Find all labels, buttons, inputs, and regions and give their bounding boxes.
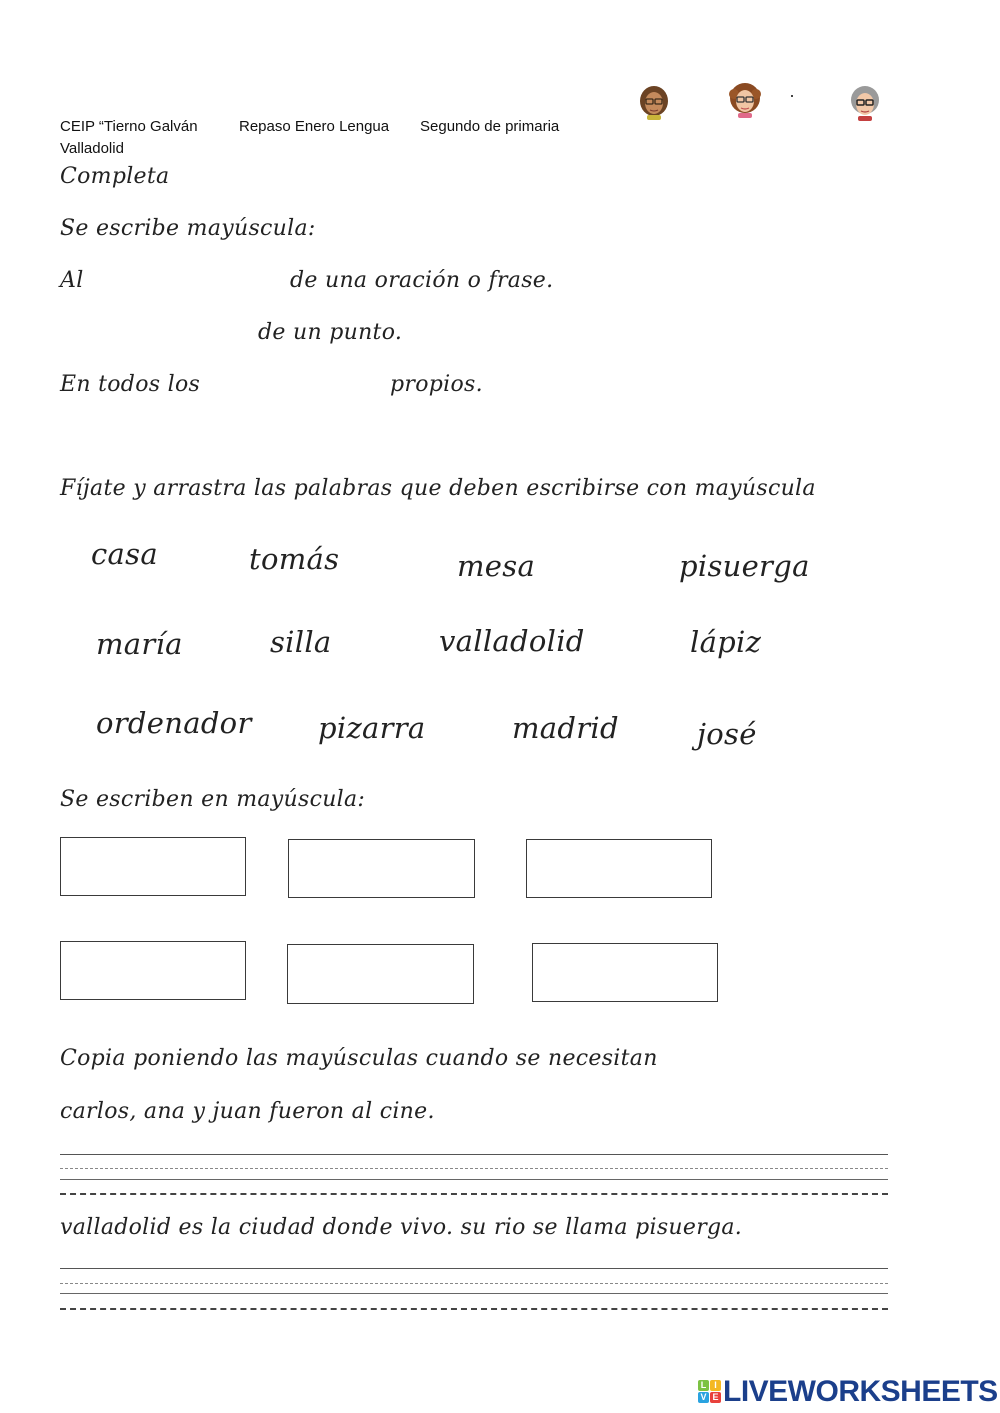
writing-line-top (60, 1154, 888, 1155)
drop-box-3[interactable] (526, 839, 712, 898)
tile-v: V (698, 1392, 709, 1403)
writing-line-top (60, 1268, 888, 1269)
sentence3-after: propios. (390, 372, 483, 397)
draggable-word-maria[interactable]: maría (96, 627, 183, 661)
sentence2-after: de un punto. (258, 320, 403, 345)
logo-wordmark: LIVEWORKSHEETS (723, 1375, 998, 1408)
teacher-avatar-3-icon (849, 85, 881, 121)
drop-box-6[interactable] (532, 943, 718, 1002)
draggable-word-jose[interactable]: josé (697, 717, 757, 751)
drop-box-1[interactable] (60, 837, 246, 896)
drag-instruction: Fíjate y arrastra las palabras que deben escribirse con mayúscula (60, 476, 816, 501)
worksheet-subject: Repaso Enero Lengua (239, 118, 390, 135)
tile-i: I (710, 1380, 721, 1391)
drop-box-4[interactable] (60, 941, 246, 1000)
blank-input-1[interactable] (90, 270, 284, 298)
blank-input-3[interactable] (205, 374, 387, 402)
copy-sentence-1: carlos, ana y juan fueron al cine. (60, 1099, 435, 1124)
writing-line-bottom (60, 1193, 888, 1195)
draggable-word-tomas[interactable]: tomás (249, 542, 340, 576)
worksheet-grade: Segundo de primaria (420, 118, 560, 135)
writing-line-mid-upper (60, 1283, 888, 1284)
draggable-word-lapiz[interactable]: lápiz (690, 625, 762, 659)
school-city: Valladolid (60, 140, 124, 157)
draggable-word-ordenador[interactable]: ordenador (96, 706, 252, 740)
liveworksheets-logo[interactable] (698, 1375, 998, 1412)
drop-box-5[interactable] (287, 944, 474, 1004)
draggable-word-valladolid[interactable]: valladolid (439, 624, 585, 658)
copy-instruction: Copia poniendo las mayúsculas cuando se necesitan (60, 1046, 658, 1071)
blank-input-2[interactable] (60, 322, 254, 350)
sentence1-after: de una oración o frase. (290, 268, 554, 293)
writing-line-mid-lower (60, 1179, 888, 1180)
copy-sentence-2: valladolid es la ciudad donde vivo. su rio se llama pisuerga. (60, 1215, 743, 1240)
school-name: CEIP “Tierno Galván (60, 118, 198, 135)
live-tiles-icon (698, 1380, 722, 1404)
draggable-word-pisuerga[interactable]: pisuerga (679, 549, 810, 583)
sentence1-before: Al (60, 268, 84, 293)
teacher-avatar-1-icon (638, 84, 670, 120)
draggable-word-silla[interactable]: silla (270, 625, 332, 659)
draggable-word-casa[interactable]: casa (91, 537, 158, 571)
draggable-word-pizarra[interactable]: pizarra (318, 711, 426, 745)
draggable-word-mesa[interactable]: mesa (457, 549, 536, 583)
stray-dot (791, 95, 793, 97)
tile-l: L (698, 1380, 709, 1391)
tile-e: E (710, 1392, 721, 1403)
sentence3-before: En todos los (60, 372, 201, 397)
writing-line-mid-lower (60, 1293, 888, 1294)
section1-intro: Se escribe mayúscula: (60, 216, 316, 241)
section-title-completa: Completa (60, 164, 170, 189)
drop-box-2[interactable] (288, 839, 475, 898)
writing-line-bottom (60, 1308, 888, 1310)
drop-zone-label: Se escriben en mayúscula: (60, 787, 366, 812)
teacher-avatar-2-icon (729, 82, 761, 118)
writing-line-mid-upper (60, 1168, 888, 1169)
draggable-word-madrid[interactable]: madrid (512, 711, 619, 745)
